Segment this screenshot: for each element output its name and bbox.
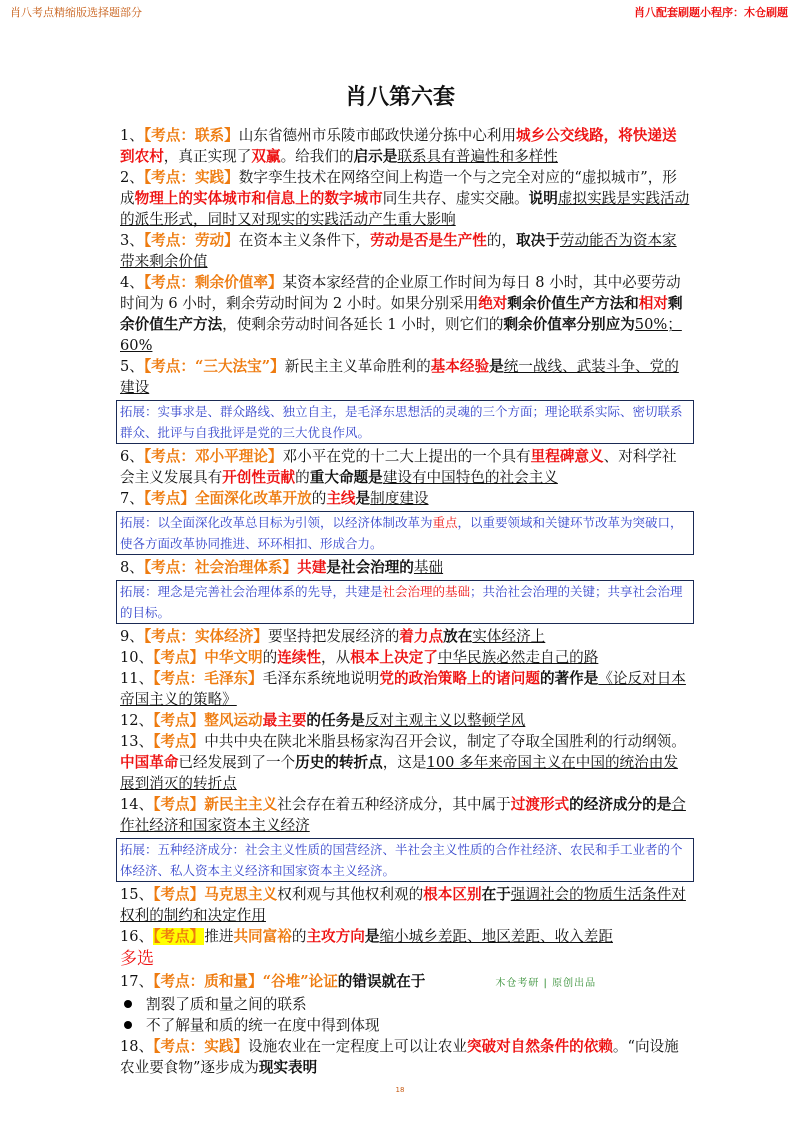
answer: 实体经济上 — [472, 628, 546, 645]
key-phrase: 共同富裕 — [233, 928, 292, 945]
question-number: 9、 — [120, 628, 144, 645]
key-phrase: 共建 — [297, 559, 327, 576]
question-14 — [120, 794, 690, 836]
key-phrase: 物理上的实体城市和信息上的数字城市 — [134, 190, 383, 207]
question-18 — [120, 1036, 690, 1078]
bullet-icon — [124, 1000, 132, 1008]
question-number: 16、 — [120, 928, 154, 945]
bold-phrase: 是 — [355, 490, 371, 507]
bold-phrase: 在于 — [481, 886, 511, 903]
bullet-item — [120, 994, 690, 1015]
question-13 — [120, 731, 690, 794]
question-11 — [120, 668, 690, 710]
question-text: 权利观与其他权利观的 — [277, 886, 424, 903]
question-number: 12、 — [120, 712, 154, 729]
answer: 联系具有普遍性和多样性 — [397, 148, 558, 165]
question-text: 数字孪生技术在网络空间上构造一个与之完全对应的“虚拟城市”，形成 — [120, 169, 677, 207]
topic-tag: 【考点：实践】 — [143, 169, 239, 186]
key-phrase: 社会治理的基础 — [382, 584, 471, 599]
topic-tag: 【考点：毛泽东】 — [153, 670, 263, 687]
question-15 — [120, 884, 690, 926]
key-phrase: 党的政治策略上的诸问题 — [379, 670, 540, 687]
bullet-text: 割裂了质和量之间的联系 — [146, 996, 307, 1013]
question-text: 在资本主义条件下， — [238, 232, 371, 249]
page-number: 18 — [395, 1086, 405, 1094]
question-text: 某资本家经营的企业原工作时间为每日 8 小时，其中必要劳动时间为 6 小时，剩余劳动时间为 2 小时。如果分别采用 — [120, 274, 681, 312]
bold-phrase: 重大命题是 — [309, 469, 383, 486]
answer: 《论反对日本帝国主义的策略》 — [120, 670, 686, 708]
bold-phrase: 是 — [364, 928, 380, 945]
key-phrase: 突破对自然条件的依赖 — [466, 1038, 613, 1055]
question-8 — [120, 557, 690, 578]
bold-phrase: 说明 — [528, 190, 558, 207]
key-phrase: 双赢 — [251, 148, 281, 165]
question-text: 要坚持把发展经济的 — [267, 628, 400, 645]
question-number: 3、 — [120, 232, 144, 249]
extension-text: ；共治社会治理的关键；共享社会治理的目标。 — [120, 584, 683, 620]
extension-box-1: 拓展：实事求是、群众路线、独立自主，是毛泽东思想活的灵魂的三个方面；理论联系实际、密切联系群众、批评与自我批评是党的三大优良作风。 — [116, 400, 694, 444]
topic-tag: 【考点】新民主主义 — [153, 796, 278, 813]
key-phrase: 城乡公交线路，将快递送到农村 — [120, 127, 677, 165]
topic-tag: 【考点：联系】 — [143, 127, 239, 144]
key-phrase: 里程碑意义 — [530, 448, 604, 465]
question-number: 14、 — [120, 796, 154, 813]
key-phrase: 最主要 — [262, 712, 307, 729]
answer: 统一战线、武装斗争、党的建设 — [120, 358, 679, 396]
extension-box-2 — [116, 511, 694, 555]
question-text: 山东省德州市乐陵市邮政快递分拣中心利用 — [238, 127, 517, 144]
key-phrase: 中国革命 — [120, 754, 179, 771]
question-text: 新民主主义革命胜利的 — [284, 358, 431, 375]
question-2 — [120, 167, 690, 230]
answer: 反对主观主义以整顿学风 — [364, 712, 526, 729]
question-12 — [120, 710, 690, 731]
topic-tag: 【考点：实践】 — [153, 1038, 249, 1055]
bold-phrase: 启示是 — [353, 148, 398, 165]
topic-tag: 【考点】 — [153, 928, 205, 945]
answer: 50%；60% — [120, 316, 682, 354]
topic-tag: 【考点：劳动】 — [143, 232, 239, 249]
question-number: 7、 — [120, 490, 144, 507]
bold-phrase: 的错误就在于 — [337, 973, 426, 990]
topic-tag: 【考点】 — [153, 733, 205, 750]
multi-select-note: 多选 — [120, 949, 154, 969]
bold-phrase: 的任务是 — [306, 712, 365, 729]
bold-phrase: 历史的转折点 — [295, 754, 383, 771]
question-number: 11、 — [120, 670, 154, 687]
topic-tag: 【考点】全面深化改革开放 — [143, 490, 312, 507]
answer: 强调社会的物质生活条件对权利的制约和决定作用 — [120, 886, 686, 924]
question-text: 的， — [486, 232, 517, 249]
question-number: 5、 — [120, 358, 144, 375]
answer: 虚拟实践是实践活动的派生形式，同时又对现实的实践活动产生重大影响 — [120, 190, 690, 228]
key-phrase: 开创性贡献 — [222, 469, 296, 486]
question-text: ，真正实现了 — [163, 148, 252, 165]
key-phrase: 重点 — [432, 515, 458, 530]
bold-phrase: 是社会治理的 — [326, 559, 414, 576]
question-text: 。给我们的 — [280, 148, 354, 165]
extension-text: 拓展：以全面深化改革总目标为引领，以经济体制改革为 — [120, 515, 433, 530]
answer: 缩小城乡差距、地区差距、收入差距 — [379, 928, 613, 945]
topic-tag: 【考点：“三大法宝”】 — [143, 358, 285, 375]
question-text: 的 — [291, 928, 307, 945]
answer: 100 多年来帝国主义在中国的统治由发展到消灭的转折点 — [120, 754, 678, 792]
topic-tag: 【考点：实体经济】 — [143, 628, 268, 645]
question-number: 18、 — [120, 1038, 154, 1055]
question-number: 1、 — [120, 127, 144, 144]
question-text: 中共中央在陕北米脂县杨家沟召开会议，制定了夺取全国胜利的行动纲领。 — [204, 733, 686, 750]
question-text: 的 — [311, 490, 327, 507]
question-text: 的 — [295, 469, 310, 486]
answer: 基础 — [413, 559, 444, 576]
key-phrase: 连续性 — [277, 649, 322, 666]
question-text: 已经发展到了一个 — [178, 754, 296, 771]
topic-tag: 【考点：剩余价值率】 — [143, 274, 283, 291]
question-text: ，从 — [321, 649, 351, 666]
brand-stamp: 木仓考研 | 原创出品 — [495, 978, 597, 989]
question-number: 4、 — [120, 274, 144, 291]
question-number: 13、 — [120, 733, 154, 750]
question-text: 的 — [262, 649, 278, 666]
question-4 — [120, 272, 690, 356]
bold-phrase: 的经济成分的是 — [569, 796, 672, 813]
answer: 制度建设 — [370, 490, 429, 507]
bullet-text: 不了解量和质的统一在度中得到体现 — [146, 1017, 380, 1034]
bullet-item — [120, 1015, 690, 1036]
topic-tag: 【考点】马克思主义 — [153, 886, 278, 903]
answer: 劳动能否为资本家带来剩余价值 — [120, 232, 677, 270]
extension-box-3 — [116, 580, 694, 624]
bold-phrase: 现实表明 — [258, 1059, 318, 1076]
topic-tag: 【考点：质和量】“谷堆”论证 — [153, 973, 338, 990]
question-17 — [120, 971, 690, 994]
key-phrase: 过渡形式 — [510, 796, 570, 813]
extension-text: ，以重要领域和关键环节改革为突破口，使各方面改革协同推进、环环相扣、形成合力。 — [120, 515, 683, 551]
question-text: ，使剩余劳动时间各延长 1 小时，则它们的 — [222, 316, 504, 333]
question-number: 6、 — [120, 448, 144, 465]
key-phrase: 劳动是否是生产性 — [370, 232, 487, 249]
bold-phrase: 是 — [489, 358, 504, 375]
question-3 — [120, 230, 690, 272]
question-number: 15、 — [120, 886, 154, 903]
question-number: 2、 — [120, 169, 144, 186]
question-text: 设施农业在一定程度上可以让农业 — [248, 1038, 467, 1055]
key-phrase: 基本经验 — [430, 358, 490, 375]
page-title: 肖八第六套 — [344, 85, 455, 110]
bold-phrase: 放在 — [443, 628, 473, 645]
bold-phrase: 剩余价值生产方法 — [120, 295, 683, 333]
question-text: 推进 — [204, 928, 234, 945]
bullet-icon — [124, 1021, 132, 1029]
topic-tag: 【考点：社会治理体系】 — [143, 559, 298, 576]
question-text: ，这是 — [382, 754, 427, 771]
extension-text: 拓展：理念是完善社会治理体系的先导，共建是 — [120, 584, 383, 599]
question-9 — [120, 626, 690, 647]
bold-phrase: 剩余价值率分别应为 — [503, 316, 635, 333]
question-text: 社会存在着五种经济成分，其中属于 — [277, 796, 511, 813]
key-phrase: 着力点 — [399, 628, 444, 645]
key-phrase: 绝对 — [478, 295, 508, 312]
header-left: 肖八考点精缩版选择题部分 — [10, 6, 142, 19]
question-number: 8、 — [120, 559, 144, 576]
key-phrase: 根本区别 — [423, 886, 482, 903]
question-text: 同生共存、虚实交融。 — [382, 190, 529, 207]
question-7 — [120, 488, 690, 509]
answer: 建设有中国特色的社会主义 — [382, 469, 558, 486]
key-phrase: 主攻方向 — [306, 928, 365, 945]
extension-box-4: 拓展：五种经济成分：社会主义性质的国营经济、半社会主义性质的合作社经济、农民和手工业者的个体经济、私人资本主义经济和国家资本主义经济。 — [116, 838, 694, 882]
question-16 — [120, 926, 690, 971]
answer: 中华民族必然走自己的路 — [437, 649, 599, 666]
bold-phrase: 的著作是 — [539, 670, 599, 687]
question-1 — [120, 125, 690, 167]
question-text: 毛泽东系统地说明 — [262, 670, 380, 687]
key-phrase: 相对 — [638, 295, 668, 312]
question-number: 10、 — [120, 649, 154, 666]
question-text: 。“向设施农业要食物”逐步成为 — [120, 1038, 679, 1076]
answer: 合作社经济和国家资本主义经济 — [120, 796, 686, 834]
question-number: 17、 — [120, 973, 154, 990]
key-phrase: 根本上决定了 — [350, 649, 438, 666]
topic-tag: 【考点】整风运动 — [153, 712, 263, 729]
question-10 — [120, 647, 690, 668]
topic-tag: 【考点：邓小平理论】 — [143, 448, 283, 465]
question-text: 、对科学社会主义发展具有 — [120, 448, 677, 486]
bold-phrase: 取决于 — [516, 232, 560, 249]
key-phrase: 主线 — [326, 490, 356, 507]
bold-phrase: 剩余价值生产方法和 — [507, 295, 639, 312]
question-6 — [120, 446, 690, 488]
question-5 — [120, 356, 690, 398]
question-text: 邓小平在党的十二大上提出的一个具有 — [282, 448, 531, 465]
question-list — [120, 125, 690, 1078]
header-right: 肖八配套刷题小程序：木仓刷题 — [634, 6, 788, 19]
topic-tag: 【考点】中华文明 — [153, 649, 263, 666]
